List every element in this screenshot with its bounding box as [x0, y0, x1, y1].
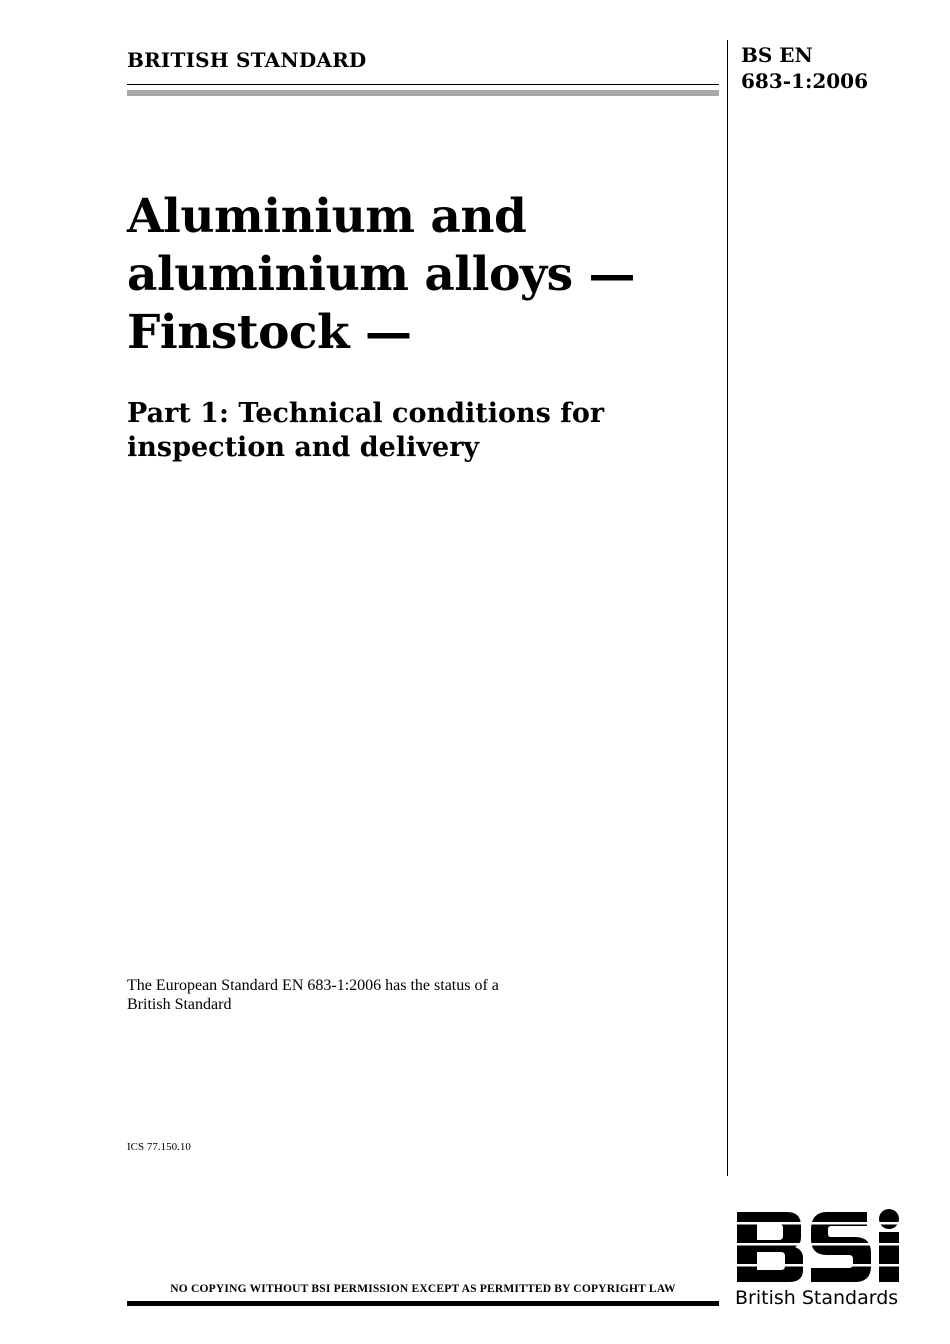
header-rule-thick — [127, 90, 719, 96]
status-line1: The European Standard EN 683-1:2006 has the status of a — [127, 977, 499, 994]
margin-divider — [727, 40, 728, 1176]
title-line3: Finstock — — [127, 305, 412, 360]
document-title — [127, 188, 717, 362]
footer-rule — [127, 1301, 719, 1306]
document-number-line1: BS EN — [741, 43, 813, 67]
header-rule-thin — [127, 84, 719, 85]
document-subtitle — [127, 397, 717, 465]
status-line2: British Standard — [127, 996, 232, 1013]
bsi-tagline: British Standards — [735, 1287, 899, 1309]
standard-type-label: BRITISH STANDARD — [127, 48, 367, 72]
subtitle-line1: Part 1: Technical conditions for — [127, 398, 605, 429]
ics-code: ICS 77.150.10 — [127, 1141, 191, 1153]
bsi-logo-mark — [735, 1208, 907, 1286]
title-line2: aluminium alloys — — [127, 247, 635, 302]
document-number-line2: 683-1:2006 — [741, 69, 869, 93]
copyright-notice: NO COPYING WITHOUT BSI PERMISSION EXCEPT AS PERMITTED BY COPYRIGHT LAW — [170, 1283, 676, 1295]
document-number — [741, 42, 868, 94]
title-line1: Aluminium and — [127, 189, 527, 244]
subtitle-line2: inspection and delivery — [127, 432, 480, 463]
status-statement — [127, 976, 587, 1014]
